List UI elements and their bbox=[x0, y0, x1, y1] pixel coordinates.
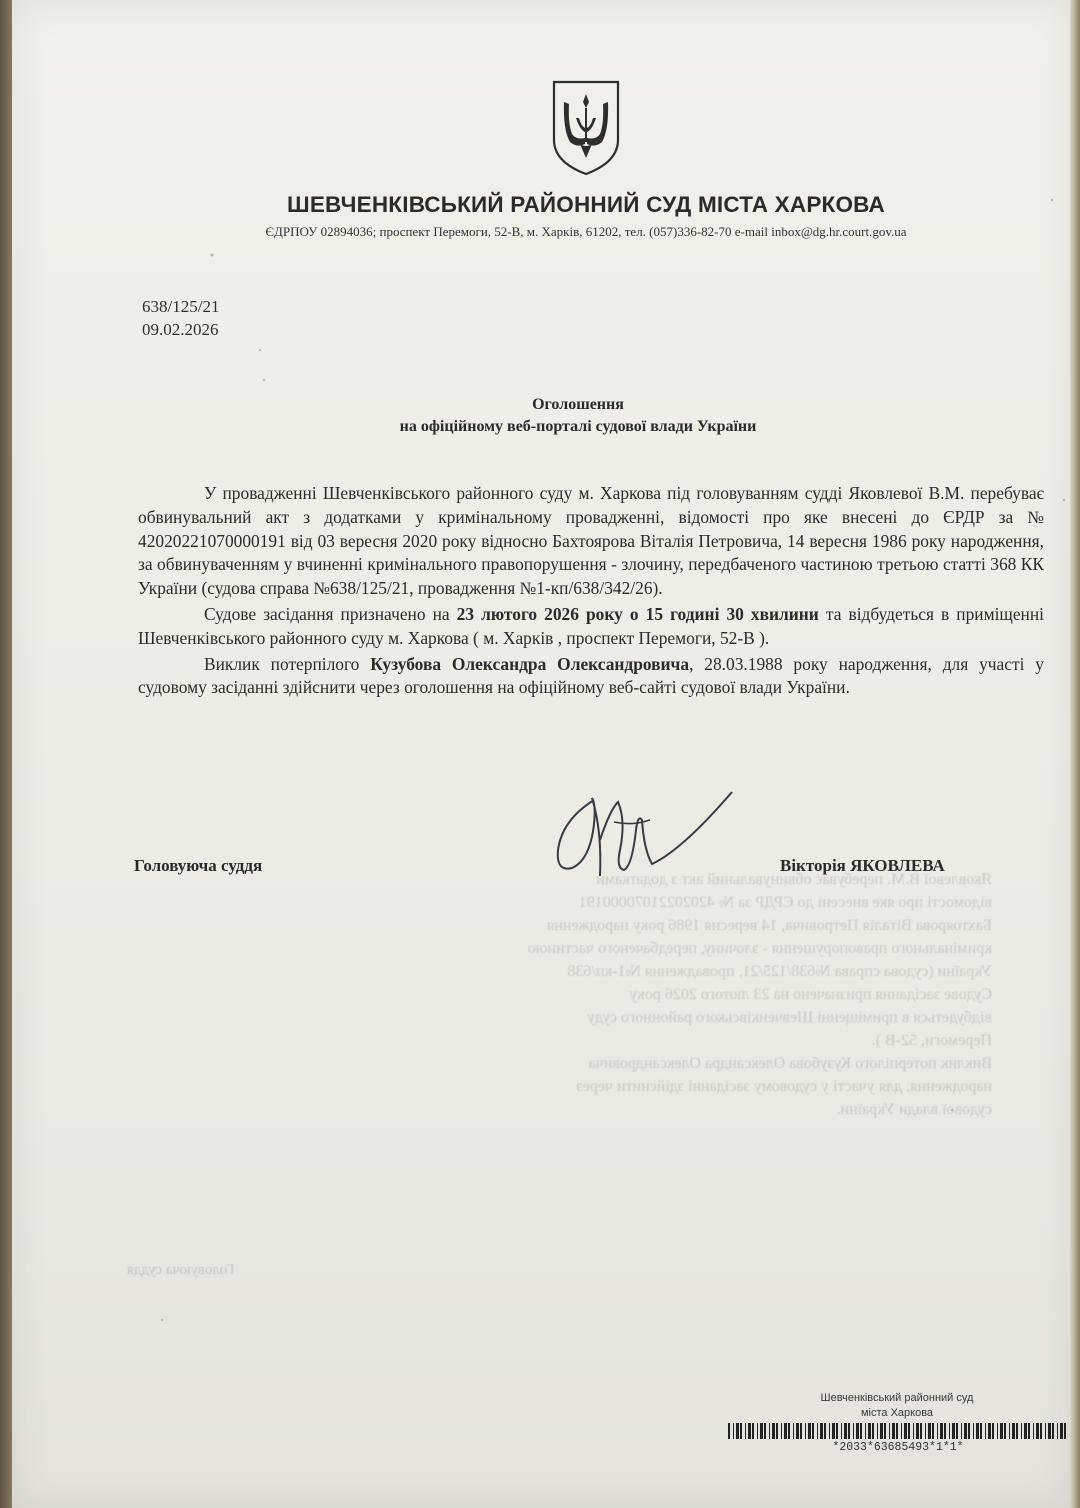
bleed-through-signature-line: Головуюча суддя bbox=[127, 1262, 235, 1278]
reference-number: 638/125/21 bbox=[142, 297, 220, 316]
barcode-bar bbox=[760, 1423, 763, 1439]
barcode-bar bbox=[997, 1423, 998, 1439]
barcode-bar bbox=[817, 1423, 818, 1439]
barcode-bar bbox=[872, 1423, 874, 1439]
barcode bbox=[728, 1423, 1068, 1439]
barcode-bar bbox=[1012, 1423, 1015, 1439]
judge-role: Головуюча суддя bbox=[134, 856, 263, 875]
reference-date: 09.02.2026 bbox=[142, 320, 219, 339]
barcode-bar bbox=[1009, 1423, 1010, 1439]
barcode-bar bbox=[752, 1423, 754, 1439]
stamp-city: міста Харкова bbox=[860, 1407, 934, 1419]
barcode-bar bbox=[860, 1423, 862, 1439]
barcode-bar bbox=[884, 1423, 886, 1439]
barcode-bar bbox=[764, 1423, 766, 1439]
hearing-date: 23 лютого 2026 року bbox=[456, 603, 623, 624]
barcode-bar bbox=[1016, 1423, 1018, 1439]
barcode-bar bbox=[1028, 1423, 1030, 1439]
barcode-bar bbox=[925, 1423, 926, 1439]
barcode-bar bbox=[908, 1423, 910, 1439]
barcode-number: *2033*63685493*1*1* bbox=[832, 1441, 964, 1454]
barcode-bar bbox=[944, 1423, 946, 1439]
barcode-bar bbox=[848, 1423, 850, 1439]
handwritten-signature bbox=[532, 780, 742, 890]
court-contact-details: ЄДРПОУ 02894036; проспект Перемоги, 52-В, м. Харків, 61202, тел. (057)336-82-70 e-mail inbox@dg.hr.court.gov.ua bbox=[265, 224, 907, 239]
barcode-bar bbox=[1024, 1423, 1027, 1439]
barcode-bar bbox=[800, 1423, 802, 1439]
barcode-bar bbox=[988, 1423, 991, 1439]
barcode-bar bbox=[973, 1423, 974, 1439]
barcode-bar bbox=[844, 1423, 847, 1439]
barcode-bar bbox=[1036, 1423, 1039, 1439]
trident-coat-of-arms-icon bbox=[550, 78, 622, 178]
barcode-bar bbox=[781, 1423, 782, 1439]
barcode-bar bbox=[892, 1423, 895, 1439]
barcode-bar bbox=[796, 1423, 799, 1439]
barcode-bar bbox=[1060, 1423, 1063, 1439]
barcode-bar bbox=[940, 1423, 943, 1439]
barcode-bar bbox=[733, 1423, 734, 1439]
barcode-bar bbox=[1045, 1423, 1046, 1439]
barcode-bar bbox=[916, 1423, 919, 1439]
barcode-bar bbox=[757, 1423, 758, 1439]
barcode-bar bbox=[964, 1423, 967, 1439]
announcement-subtitle: на офіційному веб-порталі судової влади України bbox=[399, 418, 757, 435]
barcode-bar bbox=[928, 1423, 931, 1439]
barcode-bar bbox=[952, 1423, 955, 1439]
barcode-bar bbox=[769, 1423, 770, 1439]
hearing-location: та відбудеться в приміщенні Шевченківського районного суду м. Харкова ( м. Харків , проспект Перемоги, 52-В ). bbox=[138, 603, 1044, 648]
barcode-bar bbox=[836, 1423, 838, 1439]
barcode-bar bbox=[740, 1423, 742, 1439]
barcode-bar bbox=[805, 1423, 806, 1439]
barcode-bar bbox=[824, 1423, 826, 1439]
barcode-bar bbox=[1064, 1423, 1066, 1439]
barcode-bar bbox=[992, 1423, 994, 1439]
hearing-time: о 15 годині 30 хвилини bbox=[629, 603, 819, 624]
barcode-bar bbox=[812, 1423, 814, 1439]
barcode-bar bbox=[920, 1423, 922, 1439]
paragraph-hearing bbox=[138, 603, 1044, 651]
barcode-bar bbox=[968, 1423, 970, 1439]
barcode-bar bbox=[932, 1423, 934, 1439]
barcode-bar bbox=[937, 1423, 938, 1439]
barcode-bar bbox=[896, 1423, 898, 1439]
barcode-bar bbox=[745, 1423, 746, 1439]
court-name: ШЕВЧЕНКІВСЬКИЙ РАЙОННИЙ СУД МІСТА ХАРКОВА bbox=[287, 192, 885, 217]
barcode-bar bbox=[1000, 1423, 1003, 1439]
barcode-bar bbox=[868, 1423, 871, 1439]
barcode-bar bbox=[1052, 1423, 1054, 1439]
barcode-bar bbox=[808, 1423, 811, 1439]
barcode-bar bbox=[913, 1423, 914, 1439]
paragraph-summons bbox=[138, 653, 1044, 701]
barcode-bar bbox=[889, 1423, 890, 1439]
barcode-bar bbox=[1004, 1423, 1006, 1439]
barcode-bar bbox=[980, 1423, 982, 1439]
paragraph-proceedings: У провадженні Шевченківського районного суду м. Харкова під головуванням судді Яковлевої В.М. перебуває обвинувальний акт з додатками у кримінальному провадженні, відомості про яке внесені до ЄРДР за № 42020221070000191 від 03 вересня 2020 року відносно Бахтоярова Віталія Петровича, 14 вересня 1986 року народження, за обвинуваченням у вчиненні кримінального правопорушення - злочину, передбаченого частиною третьою статті 368 КК України (судова справа №638/125/21, провадження №1-кп/638/342/26). bbox=[138, 483, 1044, 599]
hearing-separator bbox=[623, 604, 630, 624]
barcode-bar bbox=[856, 1423, 859, 1439]
bleed-through-text: Яковлевої В.М. перебуває обвинувальний акт з додатками відомості про яке внесені до ЄРДР за № 42020221070000191 Бахтоярова Віталія Петровича, 14 вересня 1986 року народження кримінального правопорушення - злочину, передбаченого частиною України (судова справа №638/125/21, провадження №1-кп/638 Судове засідання призначено на 23 лютого 2026 року відбудеться в приміщенні Шевченківського районного суду Перемоги, 52-В ). Виклик потерпілого Кузубова Олександра Олександровича народження, для участі у судовому засіданні здійснити через судової влади України. bbox=[527, 871, 992, 1118]
barcode-bar bbox=[976, 1423, 979, 1439]
barcode-bar bbox=[1021, 1423, 1022, 1439]
barcode-bar bbox=[901, 1423, 902, 1439]
barcode-bar bbox=[829, 1423, 830, 1439]
barcode-bar bbox=[776, 1423, 778, 1439]
barcode-bar bbox=[877, 1423, 878, 1439]
announcement-body bbox=[138, 482, 1044, 700]
background-right-edge bbox=[1070, 0, 1080, 1508]
summons-details: , 28.03.1988 року народження, для участі у судовому засіданні здійснити через оголошення на офіційному веб-сайті судової влади України. bbox=[138, 653, 1044, 698]
barcode-bar bbox=[880, 1423, 883, 1439]
barcode-bar bbox=[956, 1423, 958, 1439]
barcode-bar bbox=[985, 1423, 986, 1439]
barcode-bar bbox=[832, 1423, 835, 1439]
victim-name: Кузубова Олександра Олександровича bbox=[370, 653, 690, 674]
barcode-bar bbox=[793, 1423, 794, 1439]
barcode-bar bbox=[748, 1423, 751, 1439]
barcode-bar bbox=[820, 1423, 823, 1439]
barcode-bar bbox=[961, 1423, 962, 1439]
barcode-bar bbox=[784, 1423, 787, 1439]
judge-name: Вікторія ЯКОВЛЕВА bbox=[780, 856, 945, 875]
summons-intro: Виклик потерпілого bbox=[204, 653, 371, 674]
document-sheet bbox=[12, 0, 1072, 1508]
announcement-title: Оголошення bbox=[532, 396, 624, 413]
barcode-bar bbox=[736, 1423, 739, 1439]
barcode-bar bbox=[865, 1423, 866, 1439]
barcode-bar bbox=[841, 1423, 842, 1439]
barcode-bar bbox=[1057, 1423, 1058, 1439]
barcode-bar bbox=[788, 1423, 790, 1439]
barcode-bar bbox=[772, 1423, 775, 1439]
barcode-bar bbox=[728, 1423, 730, 1439]
barcode-bar bbox=[1033, 1423, 1034, 1439]
barcode-bar bbox=[1040, 1423, 1042, 1439]
barcode-bar bbox=[853, 1423, 854, 1439]
stamp-court-name: Шевченківський районний суд bbox=[820, 1392, 974, 1404]
barcode-bar bbox=[904, 1423, 907, 1439]
hearing-intro: Судове засідання призначено на bbox=[204, 603, 457, 624]
barcode-bar bbox=[949, 1423, 950, 1439]
barcode-bar bbox=[1048, 1423, 1051, 1439]
